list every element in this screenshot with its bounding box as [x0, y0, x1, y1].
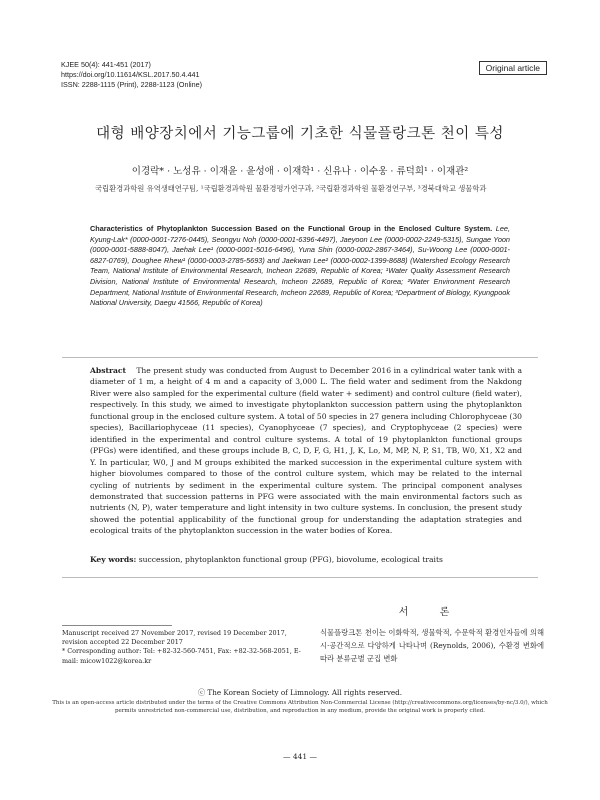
journal-doi[interactable]: https://doi.org/10.11614/KSL.2017.50.4.441 [61, 70, 200, 79]
journal-issn: ISSN: 2288-1115 (Print), 2288-1123 (Online) [61, 80, 203, 89]
english-authors-affiliations: Lee, Kyung-Lak* (0000-0001-7276-0445), Seongyu Noh (0000-0001-6396-4497), Jaeyoon Lee (0000-0002-2249-5315), Sungae Yoon (0000-0001-5888-8047), Jaehak Lee¹ (0000-0001-5016-6496), Yuna Shin (0000-0002-2867-3464), Su-Woong Lee (0000-0001-6827-0769), Doughee Rhew¹ (0000-0003-2785-5693) and Jaekwan Lee² (0000-0002-1399-8688) (Watershed Ecology Research Team, National Institute of Environmental Research, Incheon 22689, Republic of Korea; ¹Water Quality Assessment Research Division, National Institute of Environmental Research, Incheon 22689, Republic of Korea; ²Water Environment Research Department, National Institute of Environmental Research, Incheon 22689, Republic of Korea; ³Department of Biology, Kyungpook National University, Daegu 41566, Republic of Korea) [90, 224, 510, 308]
footnote-rule [62, 625, 172, 626]
footnote-received: Manuscript received 27 November 2017, revised 19 December 2017, revision accepted 22 December 2017 [62, 629, 287, 647]
english-title: Characteristics of Phytoplankton Succession Based on the Functional Group in the Enclosed Culture System. [90, 224, 493, 233]
copyright: ⓒ The Korean Society of Limnology. All rights reserved. [197, 688, 403, 697]
journal-meta [61, 60, 202, 90]
korean-title: 대형 배양장치에서 기능그룹에 기초한 식물플랑크톤 천이 특성 [96, 126, 504, 142]
korean-affiliations: 국립환경과학원 유역생태연구팀, ¹국립환경과학원 물환경평가연구과, ²국립환경과학원 물환경연구부, ³경북대학교 생물학과 [95, 184, 487, 193]
abstract-bottom-rule [62, 577, 538, 578]
abstract-label: Abstract [90, 366, 127, 375]
abstract [90, 365, 522, 537]
abstract-top-rule [62, 357, 538, 358]
keywords-label: Key words: [90, 555, 137, 564]
page-number: — 441 — [282, 752, 318, 761]
korean-authors: 이경락* · 노성유 · 이재윤 · 윤성애 · 이재학¹ · 신유나 · 이수웅 · 류덕희¹ · 이재관² [131, 166, 469, 177]
article-type-badge: Original article [479, 61, 547, 75]
keywords-text: succession, phytoplankton functional group (PFG), biovolume, ecological traits [138, 555, 443, 564]
abstract-text: The present study was conducted from August to December 2016 in a cylindrical water tank with a diameter of 1 m, a height of 4 m and a capacity of 3,000 L. The field water and sediment from the Nakdong River were also sampled for the experimental culture (field water + sediment) and control culture (field water), respectively. In this study, we aimed to investigate phytoplankton succession pattern using the phytoplankton functional group in the enclosed culture system. A total of 50 species in 27 genera including Chlorophyceae (30 species), Bacillariophyceae (11 species), Cyanophyceae (7 species), and Cryptophyceae (2 species) were identified in the experimental and control culture systems. A total of 19 phytoplankton functional groups (PFGs) were identified, and these groups include B, C, D, F, G, H1, J, K, Lo, M, MP, N, P, S1, TB, W0, X1, X2 and Y. In particular, W0, J and M groups exhibited the marked succession in the experimental culture system with higher biovolumes compared to those of the control culture system, which may be related to the internal cycling of nutrients by sediment in the experimental culture system. The principal component analyses demonstrated that succession patterns in PFG were associated with the main environmental factors such as nutrients (N, P), water temperature and light intensity in two culture systems. In conclusion, the present study showed the potential applicability of the functional group for understanding the adaptation strategies and ecological traits of the phytoplankton succession in the water bodies of Korea. [90, 366, 523, 536]
english-title-block [90, 224, 510, 309]
introduction-body: 식물플랑크톤 천이는 이화학적, 생물학적, 수문학적 환경인자들에 의해 시·공간적으로 다양하게 나타나며 (Reynolds, 2006), 수환경 변화에 따라 분류군별 군집 변화 [320, 628, 544, 663]
license: This is an open-access article distributed under the terms of the Creative Commons Attribution Non-Commercial License (http://creativecommons.org/licenses/by-nc/3.0/), which permits unrestricted non-commercial use, distribution, and reproduction in any medium, provide the original work is properly cited. [52, 700, 548, 714]
keywords [90, 554, 522, 565]
footnote [62, 629, 307, 666]
journal-citation: KJEE 50(4): 441-451 (2017) [61, 60, 151, 69]
section-heading-introduction: 서 론 [398, 607, 464, 618]
footnote-corresponding: * Corresponding author: Tel: +82-32-560-7451, Fax: +82-32-568-2051, E-mail: micow1022@korea.kr [62, 647, 301, 665]
